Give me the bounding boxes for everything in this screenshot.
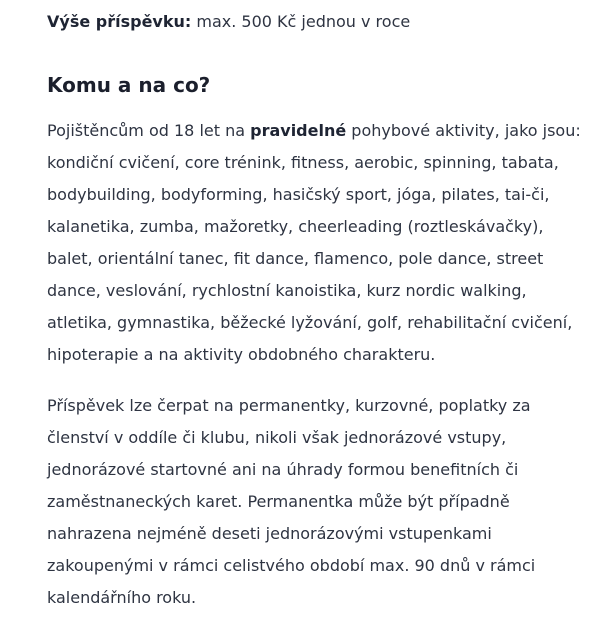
paragraph-line: kondiční cvičení, core trénink, fitness, aerobic, spinning, tabata, bbox=[47, 153, 559, 172]
paragraph-line: zakoupenými v rámci celistvého období max. 90 dnů v rámci bbox=[47, 556, 536, 575]
text-fragment: Pojištěncům od 18 let na bbox=[47, 121, 251, 140]
emphasis-regular: pravidelné bbox=[250, 121, 347, 140]
paragraph-line: členství v oddíle či klubu, nikoli však jednorázové vstupy, bbox=[47, 428, 507, 447]
contribution-amount-label: Výše příspěvku: bbox=[47, 12, 192, 31]
section-heading: Komu a na co? bbox=[47, 73, 211, 97]
paragraph-line: kalanetika, zumba, mažoretky, cheerleading (roztleskávačky), bbox=[47, 217, 544, 236]
paragraph-line: balet, orientální tanec, fit dance, flamenco, pole dance, street bbox=[47, 249, 544, 268]
paragraph-line: hipoterapie a na aktivity obdobného charakteru. bbox=[47, 345, 436, 364]
contribution-amount-line bbox=[47, 12, 567, 32]
paragraph-line: jednorázové startovné ani na úhrady formou benefitních či bbox=[47, 460, 519, 479]
paragraph-line bbox=[47, 115, 581, 147]
eligibility-paragraph bbox=[47, 115, 581, 371]
paragraph-line: zaměstnaneckých karet. Permanentka může být případně bbox=[47, 492, 510, 511]
paragraph-line: dance, veslování, rychlostní kanoistika, kurz nordic walking, bbox=[47, 281, 527, 300]
text-fragment: pohybové aktivity, jako jsou: bbox=[346, 121, 581, 140]
paragraph-line: bodybuilding, bodyforming, hasičský sport, jóga, pilates, tai-či, bbox=[47, 185, 550, 204]
paragraph-line: atletika, gymnastika, běžecké lyžování, golf, rehabilitační cvičení, bbox=[47, 313, 573, 332]
contribution-amount-value: max. 500 Kč jednou v roce bbox=[191, 12, 411, 31]
paragraph-line: Příspěvek lze čerpat na permanentky, kurzovné, poplatky za bbox=[47, 396, 531, 415]
paragraph-line: nahrazena nejméně deseti jednorázovými vstupenkami bbox=[47, 524, 492, 543]
paragraph-line: kalendářního roku. bbox=[47, 588, 197, 607]
usage-conditions-paragraph bbox=[47, 390, 567, 614]
